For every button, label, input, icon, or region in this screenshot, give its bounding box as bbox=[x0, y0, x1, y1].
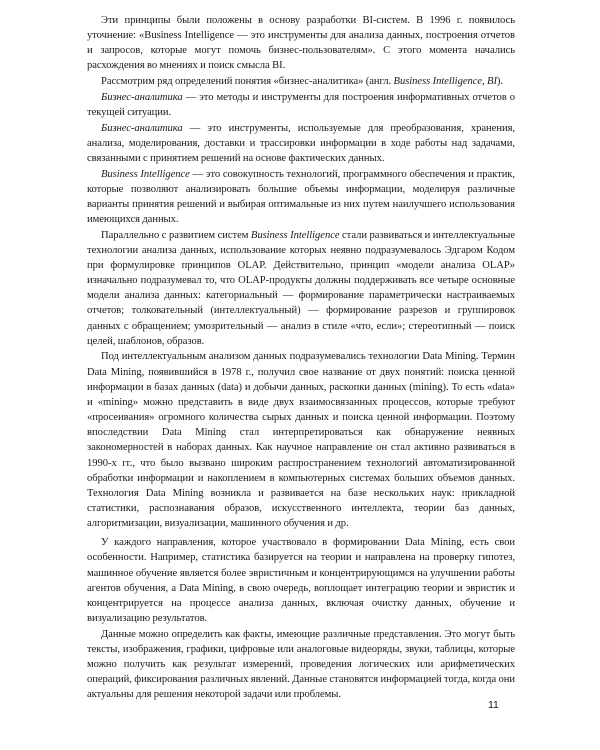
paragraph bbox=[87, 13, 515, 74]
italic-text: Бизнес-аналитика bbox=[101, 91, 183, 103]
text: Данные можно определить как факты, имеющие различные представления. Это могут быть тексты, изображения, графики, цифровые или аналоговые видеоряды, звуки, таблицы, которые можно получить как результат измерений, проведения логических или арифметических операций, фиксирования различных явлений. Данные становятся информацией тогда, когда они актуальны для решения некоторой задачи или проблемы. bbox=[87, 628, 515, 701]
text: — это методы и инструменты для построения информативных отчетов о текущей ситуации. bbox=[87, 91, 515, 118]
paragraph bbox=[87, 121, 515, 166]
text: стали развиваться и интеллектуальные технологии анализа данных, использование которых неявно подразумевалось Эдгаром Кодом при формулировке принципов OLAP. Действительно, принцип «модели анализа OLAP» изначально подразумевал то, что OLAP-продукты должны поддерживать все четыре основные модели анализа данных: категориальный — формирование параметрически настраиваемых отчетов; толковательный (интеллектуальный) — формирование разрезов и группировок данных с обращением; умозрительный — анализ в стиле «что, если»; стереотипный — поиск целей, шаблонов, образов. bbox=[87, 229, 516, 347]
text: ). bbox=[496, 76, 503, 88]
paragraph bbox=[87, 349, 515, 531]
italic-text: Бизнес-аналитика bbox=[101, 122, 183, 134]
paragraph bbox=[87, 74, 515, 89]
italic-text: Business Intelligence bbox=[250, 229, 340, 241]
italic-text: Business Intelligence, BI bbox=[393, 76, 497, 88]
italic-text: Business Intelligence bbox=[101, 168, 190, 180]
page-number: 11 bbox=[488, 699, 499, 711]
text: — это совокупность технологий, программного обеспечения и практик, которые позволяют анализировать большие объемы информации, моделируя различные варианты принятия решений и выбирая оптимальные из них путем наилучшего использования имеющихся данных. bbox=[87, 168, 516, 226]
page-body bbox=[87, 13, 515, 703]
text: Параллельно с развитием систем bbox=[101, 229, 251, 241]
text: У каждого направления, которое участвовало в формировании Data Mining, есть свои особенности. Например, статистика базируется на теории и направлена на проверку гипотез, машинное обучение является более эвристичным и концентрирующимся на улучшении работы агентов обучения, а Data Mining, в свою очередь, воплощает интеграцию теории и эвристик и концентрируется на процессе анализа данных, включая очистку данных, обучение и визуализацию результатов. bbox=[87, 537, 515, 625]
text: Рассмотрим ряд определений понятия «бизнес-аналитика» (англ. bbox=[101, 76, 394, 88]
text: Под интеллектуальным анализом данных подразумевались технологии Data Mining. Термин Data Mining, появившийся в 1978 г., получил свое название от двух понятий: поиска ценной информации в базах данных (data) и добычи данных, раскопки данных (mining). То есть «data» и «mining» можно представить в виде двух взаимосвязанных процессов, которые требуют «просеивания» огромного количества сырых данных и поиска ценной информации. Поэтому впоследствии Data Mining стал интерпретироваться как обнаружение неявных закономерностей в наборах данных. Как научное направление он стал активно развиваться в 1990-х гг., что было вызвано широким распространением технологий автоматизированной обработки информации и накоплением в компьютерных системах больших объемов данных. Технология Data Mining возникла и развивается на базе нескольких наук: прикладной статистики, распознавания образов, искусственного интеллекта, теории баз данных, алгоритмизации, визуализации, машинного обучения и др. bbox=[87, 351, 515, 530]
paragraph bbox=[87, 228, 515, 349]
paragraph bbox=[87, 90, 515, 120]
paragraph bbox=[87, 167, 515, 228]
paragraph bbox=[87, 535, 515, 626]
text: Эти принципы были положены в основу разработки BI-систем. В 1996 г. появилось уточнение: «Business Intelligence — это инструменты для анализа данных, построения отчетов и запросов, которые могут помочь бизнес-пользователям». С этого момента начались расхождения во мнениях и поиск смысла BI. bbox=[87, 15, 515, 72]
paragraph bbox=[87, 627, 515, 703]
text: — это инструменты, используемые для преобразования, хранения, анализа, моделирования, доставки и трассировки информации в ходе работы над задачами, связанными с принятием решений на основе фактических данных. bbox=[87, 122, 515, 164]
